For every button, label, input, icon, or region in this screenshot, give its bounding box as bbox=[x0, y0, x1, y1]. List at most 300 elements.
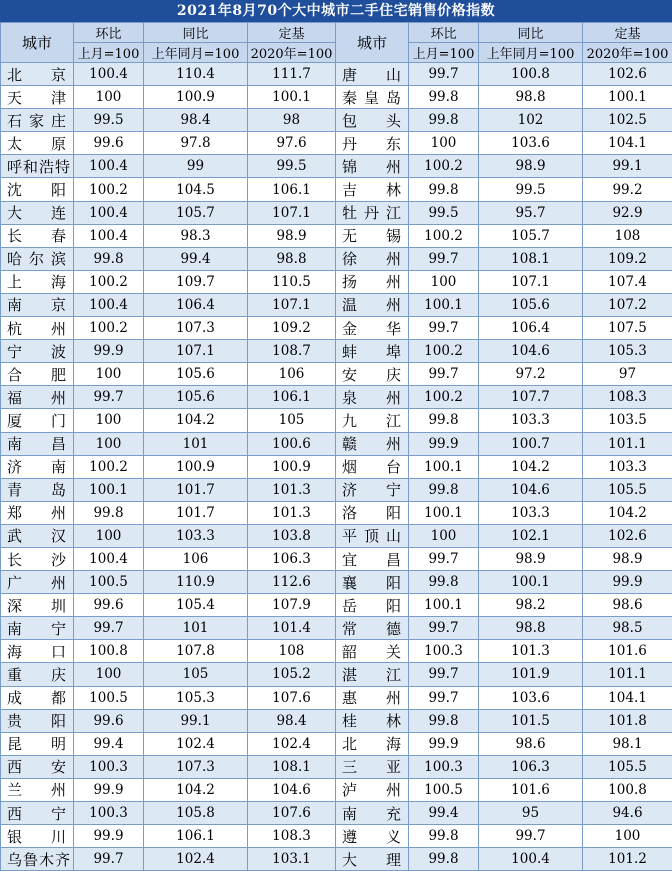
mom-value-right: 99.4 bbox=[409, 802, 479, 825]
city-name-left: 杭 州 bbox=[1, 317, 74, 340]
mom-value-right: 100.3 bbox=[409, 755, 479, 778]
yoy-value-right: 103.3 bbox=[479, 501, 583, 524]
mom-value-right: 100.1 bbox=[409, 293, 479, 316]
yoy-value-left: 106 bbox=[144, 547, 248, 570]
mom-value-right: 100.1 bbox=[409, 594, 479, 617]
base-value-right: 98.1 bbox=[583, 732, 672, 755]
mom-value-left: 99.4 bbox=[74, 732, 144, 755]
mom-value-left: 100.1 bbox=[74, 478, 144, 501]
header-base-left: 定基 bbox=[248, 23, 336, 43]
base-value-right: 103.5 bbox=[583, 409, 672, 432]
table-row bbox=[1, 201, 672, 224]
base-value-right: 100.8 bbox=[583, 778, 672, 801]
mom-value-left: 100 bbox=[74, 432, 144, 455]
city-name-right: 惠 州 bbox=[336, 686, 409, 709]
yoy-value-left: 97.8 bbox=[144, 132, 248, 155]
table-row bbox=[1, 778, 672, 801]
yoy-value-right: 104.2 bbox=[479, 455, 583, 478]
base-value-right: 99.1 bbox=[583, 155, 672, 178]
table-row bbox=[1, 63, 672, 86]
mom-value-right: 100.3 bbox=[409, 640, 479, 663]
base-value-left: 107.1 bbox=[248, 201, 336, 224]
city-name-right: 泉 州 bbox=[336, 386, 409, 409]
city-name-left: 西 宁 bbox=[1, 802, 74, 825]
mom-value-left: 100.2 bbox=[74, 317, 144, 340]
header-base-sub-right: 2020年=100 bbox=[583, 43, 672, 63]
city-name-left: 成 都 bbox=[1, 686, 74, 709]
city-name-right: 襄 阳 bbox=[336, 571, 409, 594]
mom-value-left: 100.4 bbox=[74, 547, 144, 570]
table-row bbox=[1, 409, 672, 432]
mom-value-left: 100 bbox=[74, 409, 144, 432]
yoy-value-right: 100.7 bbox=[479, 432, 583, 455]
yoy-value-left: 103.3 bbox=[144, 524, 248, 547]
mom-value-right: 99.7 bbox=[409, 686, 479, 709]
city-name-left: 重 庆 bbox=[1, 663, 74, 686]
header-yoy-sub-right: 上年同月=100 bbox=[479, 43, 583, 63]
header-mom-right: 环比 bbox=[409, 23, 479, 43]
city-name-right: 宜 昌 bbox=[336, 547, 409, 570]
city-name-right: 牡丹江 bbox=[336, 201, 409, 224]
yoy-value-right: 104.6 bbox=[479, 478, 583, 501]
city-name-left: 郑 州 bbox=[1, 501, 74, 524]
mom-value-right: 99.7 bbox=[409, 247, 479, 270]
city-name-left: 宁 波 bbox=[1, 340, 74, 363]
yoy-value-left: 100.9 bbox=[144, 455, 248, 478]
yoy-value-left: 98.3 bbox=[144, 224, 248, 247]
city-name-right: 大 理 bbox=[336, 848, 409, 871]
base-value-left: 101.4 bbox=[248, 617, 336, 640]
table-row bbox=[1, 617, 672, 640]
base-value-right: 105.5 bbox=[583, 755, 672, 778]
yoy-value-left: 106.4 bbox=[144, 293, 248, 316]
mom-value-right: 100 bbox=[409, 132, 479, 155]
table-row bbox=[1, 317, 672, 340]
yoy-value-left: 104.5 bbox=[144, 178, 248, 201]
city-name-left: 上 海 bbox=[1, 270, 74, 293]
yoy-value-right: 108.1 bbox=[479, 247, 583, 270]
base-value-right: 105.5 bbox=[583, 478, 672, 501]
table-row bbox=[1, 524, 672, 547]
city-name-right: 济 宁 bbox=[336, 478, 409, 501]
city-name-right: 南 充 bbox=[336, 802, 409, 825]
city-name-right: 洛 阳 bbox=[336, 501, 409, 524]
header-mom-sub-left: 上月=100 bbox=[74, 43, 144, 63]
base-value-right: 101.6 bbox=[583, 640, 672, 663]
mom-value-left: 100.4 bbox=[74, 201, 144, 224]
yoy-value-right: 98.9 bbox=[479, 155, 583, 178]
base-value-right: 101.8 bbox=[583, 709, 672, 732]
city-name-left: 广 州 bbox=[1, 571, 74, 594]
base-value-right: 104.1 bbox=[583, 686, 672, 709]
base-value-left: 106.1 bbox=[248, 386, 336, 409]
city-name-left: 海 口 bbox=[1, 640, 74, 663]
yoy-value-right: 100.4 bbox=[479, 848, 583, 871]
city-name-right: 岳 阳 bbox=[336, 594, 409, 617]
base-value-left: 106.1 bbox=[248, 178, 336, 201]
table-body bbox=[1, 63, 672, 871]
yoy-value-right: 98.8 bbox=[479, 617, 583, 640]
base-value-left: 103.8 bbox=[248, 524, 336, 547]
mom-value-right: 100.1 bbox=[409, 455, 479, 478]
base-value-left: 108.3 bbox=[248, 825, 336, 848]
city-name-right: 无 锡 bbox=[336, 224, 409, 247]
base-value-left: 98.8 bbox=[248, 247, 336, 270]
table-row bbox=[1, 455, 672, 478]
yoy-value-left: 101.7 bbox=[144, 501, 248, 524]
mom-value-left: 99.8 bbox=[74, 501, 144, 524]
city-name-left: 贵 阳 bbox=[1, 709, 74, 732]
yoy-value-left: 107.1 bbox=[144, 340, 248, 363]
city-name-right: 遵 义 bbox=[336, 825, 409, 848]
yoy-value-left: 102.4 bbox=[144, 848, 248, 871]
city-name-left: 合 肥 bbox=[1, 363, 74, 386]
yoy-value-right: 98.9 bbox=[479, 547, 583, 570]
yoy-value-left: 105.6 bbox=[144, 386, 248, 409]
mom-value-left: 100.4 bbox=[74, 63, 144, 86]
table-row bbox=[1, 224, 672, 247]
yoy-value-left: 105.4 bbox=[144, 594, 248, 617]
table-row bbox=[1, 132, 672, 155]
mom-value-left: 99.9 bbox=[74, 825, 144, 848]
city-name-right: 北 海 bbox=[336, 732, 409, 755]
city-name-left: 大 连 bbox=[1, 201, 74, 224]
yoy-value-right: 107.1 bbox=[479, 270, 583, 293]
mom-value-left: 100.4 bbox=[74, 293, 144, 316]
yoy-value-left: 99.4 bbox=[144, 247, 248, 270]
base-value-right: 102.6 bbox=[583, 524, 672, 547]
base-value-left: 97.6 bbox=[248, 132, 336, 155]
yoy-value-left: 98.4 bbox=[144, 109, 248, 132]
city-name-left: 哈尔滨 bbox=[1, 247, 74, 270]
yoy-value-left: 105.7 bbox=[144, 201, 248, 224]
yoy-value-right: 102 bbox=[479, 109, 583, 132]
table-row bbox=[1, 663, 672, 686]
mom-value-right: 99.8 bbox=[409, 109, 479, 132]
city-name-right: 温 州 bbox=[336, 293, 409, 316]
base-value-left: 100.9 bbox=[248, 455, 336, 478]
base-value-left: 101.3 bbox=[248, 501, 336, 524]
city-name-left: 西 安 bbox=[1, 755, 74, 778]
yoy-value-left: 101 bbox=[144, 617, 248, 640]
base-value-left: 105.2 bbox=[248, 663, 336, 686]
mom-value-right: 99.5 bbox=[409, 201, 479, 224]
city-name-left: 武 汉 bbox=[1, 524, 74, 547]
mom-value-right: 99.9 bbox=[409, 432, 479, 455]
base-value-left: 107.1 bbox=[248, 293, 336, 316]
table-row bbox=[1, 640, 672, 663]
mom-value-right: 99.8 bbox=[409, 709, 479, 732]
city-name-left: 天 津 bbox=[1, 86, 74, 109]
mom-value-right: 99.7 bbox=[409, 317, 479, 340]
city-name-left: 济 南 bbox=[1, 455, 74, 478]
yoy-value-right: 102.1 bbox=[479, 524, 583, 547]
table-row bbox=[1, 109, 672, 132]
base-value-left: 99.5 bbox=[248, 155, 336, 178]
base-value-right: 100.1 bbox=[583, 86, 672, 109]
header-mom-left: 环比 bbox=[74, 23, 144, 43]
city-name-left: 南 昌 bbox=[1, 432, 74, 455]
yoy-value-right: 101.6 bbox=[479, 778, 583, 801]
yoy-value-left: 99.1 bbox=[144, 709, 248, 732]
yoy-value-left: 110.4 bbox=[144, 63, 248, 86]
base-value-left: 98 bbox=[248, 109, 336, 132]
yoy-value-left: 107.8 bbox=[144, 640, 248, 663]
mom-value-left: 99.7 bbox=[74, 617, 144, 640]
yoy-value-left: 107.3 bbox=[144, 755, 248, 778]
yoy-value-left: 104.2 bbox=[144, 409, 248, 432]
mom-value-left: 99.6 bbox=[74, 709, 144, 732]
yoy-value-right: 104.6 bbox=[479, 340, 583, 363]
city-name-right: 金 华 bbox=[336, 317, 409, 340]
yoy-value-left: 107.3 bbox=[144, 317, 248, 340]
city-name-right: 九 江 bbox=[336, 409, 409, 432]
mom-value-left: 99.8 bbox=[74, 247, 144, 270]
city-name-right: 三 亚 bbox=[336, 755, 409, 778]
mom-value-right: 100.2 bbox=[409, 340, 479, 363]
city-name-right: 泸 州 bbox=[336, 778, 409, 801]
mom-value-right: 100.1 bbox=[409, 501, 479, 524]
mom-value-right: 99.8 bbox=[409, 571, 479, 594]
mom-value-left: 100.2 bbox=[74, 178, 144, 201]
city-name-right: 平顶山 bbox=[336, 524, 409, 547]
mom-value-left: 100 bbox=[74, 524, 144, 547]
base-value-right: 97 bbox=[583, 363, 672, 386]
base-value-left: 108.1 bbox=[248, 755, 336, 778]
city-name-right: 扬 州 bbox=[336, 270, 409, 293]
table-title: 2021年8月70个大中城市二手住宅销售价格指数 bbox=[0, 0, 672, 22]
base-value-left: 108 bbox=[248, 640, 336, 663]
yoy-value-right: 103.6 bbox=[479, 686, 583, 709]
yoy-value-left: 110.9 bbox=[144, 571, 248, 594]
base-value-right: 102.5 bbox=[583, 109, 672, 132]
mom-value-right: 99.8 bbox=[409, 848, 479, 871]
mom-value-left: 100.5 bbox=[74, 571, 144, 594]
yoy-value-right: 98.2 bbox=[479, 594, 583, 617]
yoy-value-left: 99 bbox=[144, 155, 248, 178]
mom-value-right: 99.8 bbox=[409, 178, 479, 201]
base-value-right: 92.9 bbox=[583, 201, 672, 224]
yoy-value-right: 97.2 bbox=[479, 363, 583, 386]
base-value-left: 100.6 bbox=[248, 432, 336, 455]
yoy-value-left: 101 bbox=[144, 432, 248, 455]
yoy-value-right: 105.7 bbox=[479, 224, 583, 247]
mom-value-left: 99.6 bbox=[74, 594, 144, 617]
city-name-right: 赣 州 bbox=[336, 432, 409, 455]
yoy-value-right: 98.8 bbox=[479, 86, 583, 109]
base-value-left: 108.7 bbox=[248, 340, 336, 363]
yoy-value-right: 99.5 bbox=[479, 178, 583, 201]
table-row bbox=[1, 571, 672, 594]
mom-value-right: 100.5 bbox=[409, 778, 479, 801]
table-row bbox=[1, 755, 672, 778]
city-name-left: 太 原 bbox=[1, 132, 74, 155]
mom-value-right: 99.8 bbox=[409, 478, 479, 501]
base-value-left: 106 bbox=[248, 363, 336, 386]
yoy-value-left: 105 bbox=[144, 663, 248, 686]
mom-value-right: 99.7 bbox=[409, 663, 479, 686]
base-value-left: 107.6 bbox=[248, 686, 336, 709]
city-name-left: 沈 阳 bbox=[1, 178, 74, 201]
mom-value-left: 99.5 bbox=[74, 109, 144, 132]
base-value-right: 108.3 bbox=[583, 386, 672, 409]
city-name-left: 青 岛 bbox=[1, 478, 74, 501]
table-row bbox=[1, 732, 672, 755]
city-name-right: 蚌 埠 bbox=[336, 340, 409, 363]
city-name-left: 福 州 bbox=[1, 386, 74, 409]
base-value-right: 102.6 bbox=[583, 63, 672, 86]
base-value-left: 101.3 bbox=[248, 478, 336, 501]
table-row bbox=[1, 478, 672, 501]
table-row bbox=[1, 709, 672, 732]
base-value-right: 101.2 bbox=[583, 848, 672, 871]
yoy-value-right: 98.6 bbox=[479, 732, 583, 755]
table-row bbox=[1, 825, 672, 848]
mom-value-left: 100.3 bbox=[74, 755, 144, 778]
yoy-value-right: 101.3 bbox=[479, 640, 583, 663]
table-row bbox=[1, 848, 672, 871]
base-value-left: 110.5 bbox=[248, 270, 336, 293]
city-name-right: 锦 州 bbox=[336, 155, 409, 178]
yoy-value-left: 101.7 bbox=[144, 478, 248, 501]
table-row bbox=[1, 247, 672, 270]
mom-value-right: 100 bbox=[409, 270, 479, 293]
table-row bbox=[1, 802, 672, 825]
mom-value-left: 100 bbox=[74, 363, 144, 386]
base-value-right: 99.2 bbox=[583, 178, 672, 201]
base-value-right: 104.1 bbox=[583, 132, 672, 155]
city-name-left: 北 京 bbox=[1, 63, 74, 86]
mom-value-right: 99.8 bbox=[409, 86, 479, 109]
city-name-left: 兰 州 bbox=[1, 778, 74, 801]
mom-value-right: 99.8 bbox=[409, 409, 479, 432]
city-name-right: 吉 林 bbox=[336, 178, 409, 201]
table-row bbox=[1, 547, 672, 570]
base-value-left: 98.4 bbox=[248, 709, 336, 732]
mom-value-left: 100.5 bbox=[74, 686, 144, 709]
city-name-right: 安 庆 bbox=[336, 363, 409, 386]
city-name-left: 深 圳 bbox=[1, 594, 74, 617]
base-value-right: 108 bbox=[583, 224, 672, 247]
yoy-value-left: 109.7 bbox=[144, 270, 248, 293]
yoy-value-left: 105.6 bbox=[144, 363, 248, 386]
yoy-value-right: 103.6 bbox=[479, 132, 583, 155]
base-value-right: 103.3 bbox=[583, 455, 672, 478]
mom-value-left: 100.3 bbox=[74, 802, 144, 825]
price-index-table bbox=[0, 22, 672, 871]
table-row bbox=[1, 363, 672, 386]
header-base-sub-left: 2020年=100 bbox=[248, 43, 336, 63]
mom-value-right: 100.2 bbox=[409, 155, 479, 178]
base-value-left: 111.7 bbox=[248, 63, 336, 86]
table-row bbox=[1, 270, 672, 293]
city-name-right: 湛 江 bbox=[336, 663, 409, 686]
mom-value-right: 99.8 bbox=[409, 825, 479, 848]
header-yoy-right: 同比 bbox=[479, 23, 583, 43]
base-value-right: 109.2 bbox=[583, 247, 672, 270]
base-value-right: 104.2 bbox=[583, 501, 672, 524]
city-name-right: 唐 山 bbox=[336, 63, 409, 86]
table-row bbox=[1, 155, 672, 178]
mom-value-right: 99.7 bbox=[409, 63, 479, 86]
mom-value-left: 99.7 bbox=[74, 848, 144, 871]
mom-value-right: 99.7 bbox=[409, 363, 479, 386]
yoy-value-right: 99.7 bbox=[479, 825, 583, 848]
mom-value-right: 100.2 bbox=[409, 224, 479, 247]
yoy-value-left: 106.1 bbox=[144, 825, 248, 848]
mom-value-right: 100 bbox=[409, 524, 479, 547]
city-name-left: 石家庄 bbox=[1, 109, 74, 132]
city-name-left: 长 春 bbox=[1, 224, 74, 247]
mom-value-right: 99.7 bbox=[409, 617, 479, 640]
city-name-left: 厦 门 bbox=[1, 409, 74, 432]
yoy-value-right: 100.8 bbox=[479, 63, 583, 86]
table-row bbox=[1, 686, 672, 709]
city-name-left: 银 川 bbox=[1, 825, 74, 848]
table-row bbox=[1, 86, 672, 109]
base-value-right: 101.1 bbox=[583, 432, 672, 455]
header-base-right: 定基 bbox=[583, 23, 672, 43]
header-city-left: 城市 bbox=[1, 23, 74, 63]
yoy-value-right: 101.5 bbox=[479, 709, 583, 732]
base-value-right: 99.9 bbox=[583, 571, 672, 594]
mom-value-left: 99.6 bbox=[74, 132, 144, 155]
city-name-right: 桂 林 bbox=[336, 709, 409, 732]
yoy-value-right: 106.3 bbox=[479, 755, 583, 778]
header-city-right: 城市 bbox=[336, 23, 409, 63]
mom-value-right: 100.2 bbox=[409, 386, 479, 409]
mom-value-left: 100.4 bbox=[74, 224, 144, 247]
yoy-value-left: 104.2 bbox=[144, 778, 248, 801]
table-row bbox=[1, 178, 672, 201]
city-name-right: 丹 东 bbox=[336, 132, 409, 155]
mom-value-left: 99.9 bbox=[74, 340, 144, 363]
yoy-value-left: 102.4 bbox=[144, 732, 248, 755]
base-value-right: 107.4 bbox=[583, 270, 672, 293]
table-row bbox=[1, 432, 672, 455]
base-value-left: 105 bbox=[248, 409, 336, 432]
base-value-right: 98.9 bbox=[583, 547, 672, 570]
yoy-value-right: 95 bbox=[479, 802, 583, 825]
city-name-right: 常 德 bbox=[336, 617, 409, 640]
table-row bbox=[1, 594, 672, 617]
base-value-left: 112.6 bbox=[248, 571, 336, 594]
yoy-value-left: 100.9 bbox=[144, 86, 248, 109]
table-header bbox=[1, 23, 672, 63]
base-value-right: 107.2 bbox=[583, 293, 672, 316]
base-value-left: 104.6 bbox=[248, 778, 336, 801]
base-value-right: 107.5 bbox=[583, 317, 672, 340]
mom-value-left: 100.8 bbox=[74, 640, 144, 663]
base-value-left: 98.9 bbox=[248, 224, 336, 247]
yoy-value-right: 103.3 bbox=[479, 409, 583, 432]
base-value-right: 101.1 bbox=[583, 663, 672, 686]
mom-value-left: 100.2 bbox=[74, 455, 144, 478]
yoy-value-right: 105.6 bbox=[479, 293, 583, 316]
base-value-left: 106.3 bbox=[248, 547, 336, 570]
base-value-left: 107.6 bbox=[248, 802, 336, 825]
base-value-right: 98.5 bbox=[583, 617, 672, 640]
base-value-right: 105.3 bbox=[583, 340, 672, 363]
city-name-right: 徐 州 bbox=[336, 247, 409, 270]
city-name-right: 韶 关 bbox=[336, 640, 409, 663]
mom-value-left: 100.4 bbox=[74, 155, 144, 178]
base-value-left: 100.1 bbox=[248, 86, 336, 109]
header-yoy-left: 同比 bbox=[144, 23, 248, 43]
city-name-left: 长 沙 bbox=[1, 547, 74, 570]
city-name-right: 包 头 bbox=[336, 109, 409, 132]
mom-value-left: 99.7 bbox=[74, 386, 144, 409]
